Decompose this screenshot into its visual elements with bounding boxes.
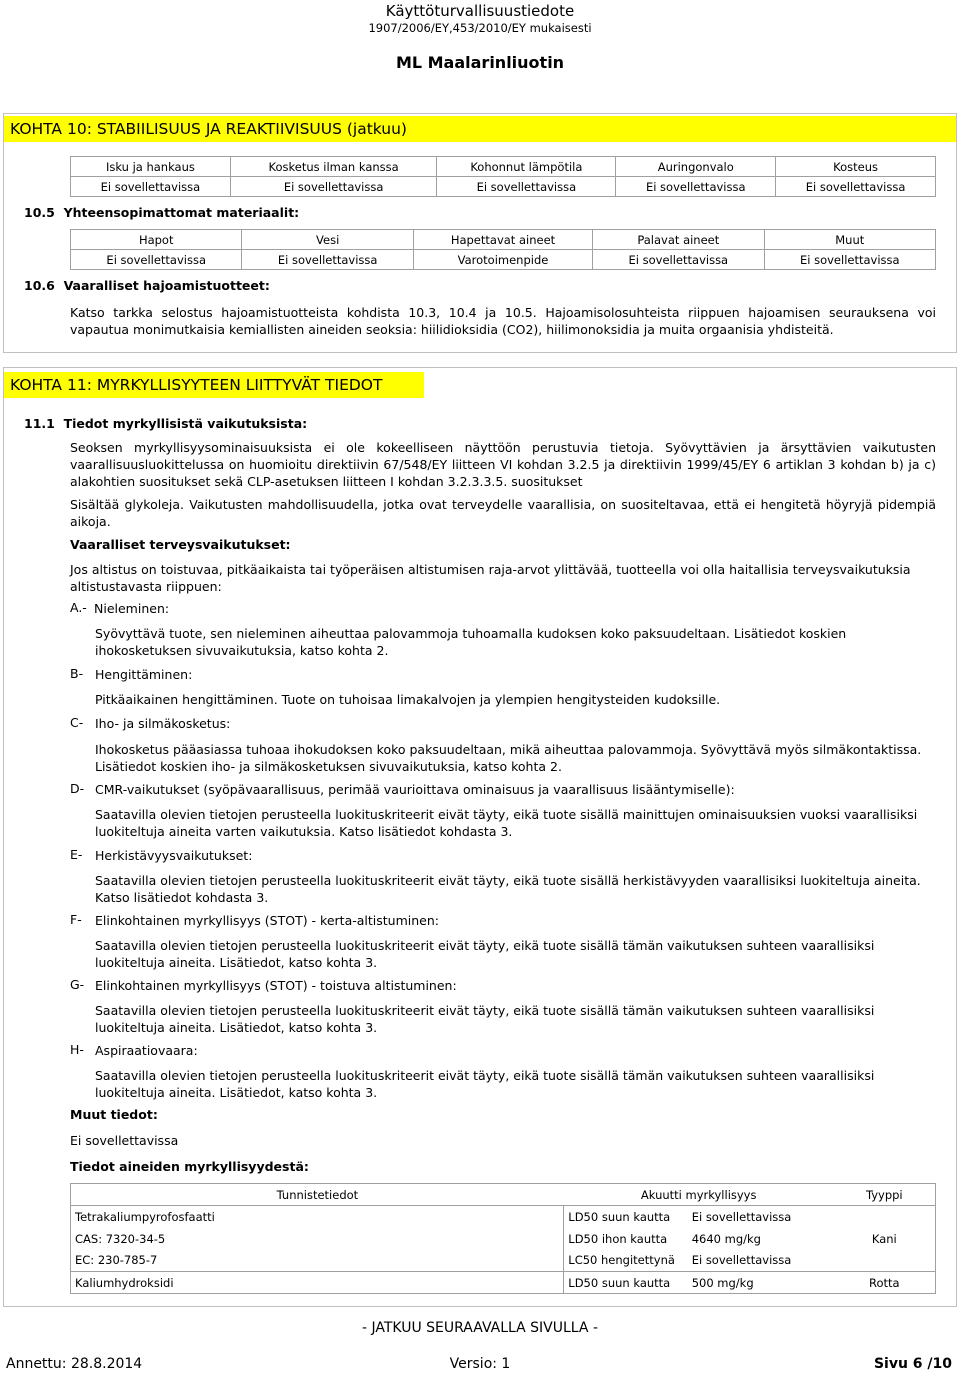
table-row bbox=[71, 1272, 936, 1294]
other-info-text: Ei sovellettavissa bbox=[70, 1133, 179, 1148]
test-type: LD50 suun kautta bbox=[564, 1272, 688, 1294]
hazard-effects-heading: Vaaralliset terveysvaikutukset: bbox=[70, 537, 291, 552]
effect-title: Herkistävyysvaikutukset: bbox=[95, 848, 253, 863]
table-cell: Varotoimenpide bbox=[413, 250, 592, 270]
effect-letter: D- bbox=[70, 781, 85, 796]
table-header-cell: Auringonvalo bbox=[616, 157, 776, 177]
effect-letter: H- bbox=[70, 1042, 84, 1057]
effect-title: Hengittäminen: bbox=[95, 667, 193, 682]
effect-title: Iho- ja silmäkosketus: bbox=[95, 716, 231, 731]
test-species bbox=[834, 1250, 936, 1272]
effect-text: Saatavilla olevien tietojen perusteella luokituskriteerit eivät täyty, eikä tuote sisällä tämän vaikutuksen suhteen vaarallisiksi luokiteltuja aineita. Lisätiedot, katso kohta 3. bbox=[95, 1068, 875, 1100]
effect-text: Saatavilla olevien tietojen perusteella luokituskriteerit eivät täyty, eikä tuote sisällä tämän vaikutuksen suhteen vaarallisiksi luokiteltuja aineita. Lisätiedot, katso kohta 3. bbox=[95, 1003, 875, 1035]
table-row bbox=[71, 177, 936, 197]
subsection-11-1-heading bbox=[24, 416, 307, 431]
effect-text: Saatavilla olevien tietojen perusteella luokituskriteerit eivät täyty, eikä tuote sisällä herkistävyyden vaarallisiksi luokiteltuja aineita. Katso lisätiedot kohdasta 3. bbox=[95, 873, 921, 905]
table-cell: Ei sovellettavissa bbox=[71, 250, 242, 270]
version: Versio: 1 bbox=[449, 1356, 511, 1372]
subsection-number: 10.5 bbox=[24, 205, 55, 220]
substance-toxicity-heading: Tiedot aineiden myrkyllisyydestä: bbox=[70, 1159, 309, 1174]
conditions-table bbox=[70, 156, 936, 197]
table-row bbox=[71, 1228, 936, 1250]
effect-letter: A.- bbox=[70, 600, 87, 615]
effect-letter: F- bbox=[70, 912, 82, 927]
table-cell: Ei sovellettavissa bbox=[616, 177, 776, 197]
hazard-effects-intro: Jos altistus on toistuvaa, pitkäaikaista tai työperäisen altistumisen raja-arvot ylittävää, tuotteella voi olla haitallisia terveysvaikutuksia altistustavasta riippuen: bbox=[70, 562, 911, 594]
table-cell: Ei sovellettavissa bbox=[71, 177, 231, 197]
section-10-banner: KOHTA 10: STABIILISUUS JA REAKTIIVISUUS (jatkuu) bbox=[4, 116, 956, 142]
table-row bbox=[71, 1206, 936, 1228]
subsection-10-6-heading bbox=[24, 278, 270, 293]
table-row bbox=[71, 157, 936, 177]
test-type: LD50 ihon kautta bbox=[564, 1228, 688, 1250]
glycol-note: Sisältää glykoleja. Vaikutusten mahdollisuudella, jotka ovat terveydelle vaarallisia, on suositeltavaa, että ei hengitetä höyryjä pidempiä aikoja. bbox=[70, 497, 936, 529]
toxicity-table bbox=[70, 1183, 936, 1294]
test-species: Rotta bbox=[834, 1272, 936, 1294]
table-cell: Ei sovellettavissa bbox=[230, 177, 437, 197]
subsection-number: 11.1 bbox=[24, 416, 55, 431]
test-value: Ei sovellettavissa bbox=[688, 1250, 834, 1272]
table-header-cell: Muut bbox=[764, 230, 935, 250]
test-value: Ei sovellettavissa bbox=[691, 1209, 792, 1224]
substance-name: Kaliumhydroksidi bbox=[71, 1272, 564, 1294]
substance-name: Tetrakaliumpyrofosfaatti bbox=[71, 1206, 564, 1228]
subsection-title: Yhteensopimattomat materiaalit: bbox=[63, 205, 300, 220]
table-cell: Ei sovellettavissa bbox=[437, 177, 616, 197]
test-value: 500 mg/kg bbox=[688, 1272, 834, 1294]
effect-title: Aspiraatiovaara: bbox=[95, 1043, 198, 1058]
effect-letter: C- bbox=[70, 715, 84, 730]
table-cell: Ei sovellettavissa bbox=[593, 250, 764, 270]
decomposition-text: Katso tarkka selostus hajoamistuotteista kohdista 10.3, 10.4 ja 10.5. Hajoamisolosuhteista riippuen hajoamisen seurauksena voi vapautua monimutkaisia kemiallisten aineiden seoksia: hiilidioksidia (CO2), hiilimonoksidia ja muita orgaanisia yhdisteitä. bbox=[70, 305, 936, 337]
toxicology-intro: Seoksen myrkyllisyysominaisuuksista ei ole kokeelliseen näyttöön perustuvia tietoja. Syövyttävien ja ärsyttävien vaikutusten vaarallisuusluokittelussa on huomioitu direktiivin 67/548/EY liitteen VI kohdan 3.2.5 ja direktiivin 1999/45/EY 6 artiklan 3 kohdan b) ja c) alakohtien suositukset sekä CLP-asetuksen liitteen I kohdan 3.2.3.3.5. suositukset bbox=[70, 440, 936, 489]
continued-notice: - JATKUU SEURAAVALLA SIVULLA - bbox=[361, 1320, 598, 1336]
effect-letter: G- bbox=[70, 977, 85, 992]
table-row bbox=[71, 1250, 936, 1272]
effect-text: Syövyttävä tuote, sen nieleminen aiheuttaa palovammoja tuhoamalla kudoksen koko paksuudeltaan. Lisätiedot koskien ihokosketuksen sivuvaikutuksia, katso kohta 2. bbox=[95, 626, 847, 658]
table-header-cell: Hapot bbox=[71, 230, 242, 250]
test-type: LC50 hengitettynä bbox=[564, 1250, 688, 1272]
subsection-10-5-heading bbox=[24, 205, 299, 220]
table-row bbox=[71, 250, 936, 270]
table-header-cell: Isku ja hankaus bbox=[71, 157, 231, 177]
substance-cas: CAS: 7320-34-5 bbox=[71, 1228, 564, 1250]
regulation-reference: 1907/2006/EY,453/2010/EY mukaisesti bbox=[368, 21, 592, 35]
effect-text: Saatavilla olevien tietojen perusteella luokituskriteerit eivät täyty, eikä tuote sisällä tämän vaikutuksen suhteen vaarallisiksi luokiteltuja aineita. Lisätiedot, katso kohta 3. bbox=[95, 938, 875, 970]
subsection-title: Tiedot myrkyllisistä vaikutuksista: bbox=[63, 416, 308, 431]
effect-text: Ihokosketus pääasiassa tuhoaa ihokudoksen koko paksuudeltaan, mikä aiheuttaa palovammoja. Syövyttävä myös silmäkontaktissa. Lisätiedot koskien iho- ja silmäkosketuksen sivuvaikutuksia, katso kohta 2. bbox=[95, 742, 922, 774]
table-header-cell: Kosketus ilman kanssa bbox=[230, 157, 437, 177]
table-header-cell: Akuutti myrkyllisyys bbox=[564, 1184, 834, 1206]
table-header-cell: Vesi bbox=[242, 230, 413, 250]
table-cell: Ei sovellettavissa bbox=[242, 250, 413, 270]
table-header-cell: Kosteus bbox=[776, 157, 936, 177]
table-row bbox=[71, 230, 936, 250]
product-name: ML Maalarinliuotin bbox=[395, 53, 565, 72]
effect-letter: E- bbox=[70, 847, 83, 862]
table-header-cell: Tyyppi bbox=[834, 1184, 936, 1206]
effect-title: Nieleminen: bbox=[94, 601, 170, 616]
table-header-cell: Tunnistetiedot bbox=[71, 1184, 564, 1206]
effect-title: CMR-vaikutukset (syöpävaarallisuus, perimää vaurioittava ominaisuus ja vaarallisuus lisääntymiselle): bbox=[95, 782, 735, 797]
materials-table bbox=[70, 229, 936, 270]
subsection-title: Vaaralliset hajoamistuotteet: bbox=[63, 278, 270, 293]
effect-text: Saatavilla olevien tietojen perusteella luokituskriteerit eivät täyty, eikä tuote sisällä mainittujen ominaisuuksien vuoksi vaarallisiksi luokiteltuja aineita varten vaikutuksia. Katso lisätiedot kohdasta 3. bbox=[95, 807, 918, 839]
effect-letter: B- bbox=[70, 666, 84, 681]
table-header-cell: Hapettavat aineet bbox=[413, 230, 592, 250]
effect-title: Elinkohtainen myrkyllisyys (STOT) - toistuva altistuminen: bbox=[95, 978, 457, 993]
test-species: Kani bbox=[834, 1228, 936, 1250]
substance-ec: EC: 230-785-7 bbox=[71, 1250, 564, 1272]
table-header-cell: Palavat aineet bbox=[593, 230, 764, 250]
test-type: LD50 suun kautta bbox=[564, 1206, 688, 1228]
document-title: Käyttöturvallisuustiedote bbox=[385, 2, 575, 20]
effect-text: Pitkäaikainen hengittäminen. Tuote on tuhoisaa limakalvojen ja ylempien hengitysteiden kudoksille. bbox=[95, 692, 721, 707]
table-header-cell: Kohonnut lämpötila bbox=[437, 157, 616, 177]
table-cell: Ei sovellettavissa bbox=[764, 250, 935, 270]
table-cell: Ei sovellettavissa bbox=[776, 177, 936, 197]
other-info-heading: Muut tiedot: bbox=[70, 1107, 158, 1122]
page-number: Sivu 6 /10 bbox=[873, 1356, 952, 1372]
test-species bbox=[834, 1206, 936, 1228]
section-11-banner: KOHTA 11: MYRKYLLISYYTEEN LIITTYVÄT TIEDOT bbox=[4, 372, 424, 398]
issue-date: Annettu: 28.8.2014 bbox=[6, 1356, 143, 1372]
test-value: 4640 mg/kg bbox=[691, 1231, 761, 1246]
effect-title: Elinkohtainen myrkyllisyys (STOT) - kerta-altistuminen: bbox=[95, 913, 439, 928]
subsection-number: 10.6 bbox=[24, 278, 55, 293]
table-row bbox=[71, 1184, 936, 1206]
